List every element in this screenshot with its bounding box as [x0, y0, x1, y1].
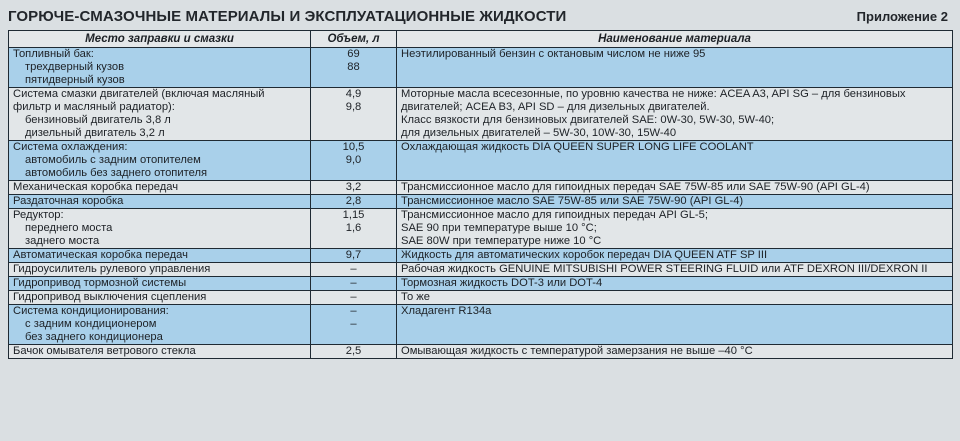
- volume-cell-line: –: [350, 318, 357, 330]
- volume-cell: [311, 345, 397, 359]
- volume-cell-line: –: [350, 305, 357, 317]
- place-cell: [9, 195, 311, 209]
- volume-cell: [311, 195, 397, 209]
- page-title: ГОРЮЧЕ-СМАЗОЧНЫЕ МАТЕРИАЛЫ И ЭКСПЛУАТАЦИОННЫЕ ЖИДКОСТИ: [8, 8, 567, 25]
- material-cell-line: Неэтилированный бензин с октановым числом не ниже 95: [401, 48, 706, 60]
- table-row: [9, 345, 953, 359]
- header: [8, 8, 952, 30]
- volume-cell-line: –: [350, 291, 357, 303]
- place-cell-line: Гидроусилитель рулевого управления: [13, 263, 211, 275]
- material-cell: [397, 209, 953, 249]
- place-cell-line: Раздаточная коробка: [13, 195, 124, 207]
- empty-line: [401, 74, 948, 87]
- place-cell-line: автомобиль без заднего отопителя: [25, 167, 208, 179]
- place-cell-line: бензиновый двигатель 3,8 л: [25, 114, 171, 126]
- table-body: [9, 48, 953, 359]
- volume-cell: [311, 48, 397, 88]
- table-row: [9, 291, 953, 305]
- empty-line: [401, 318, 948, 331]
- material-cell-line: Омывающая жидкость с температурой замерзания не выше –40 °С: [401, 345, 753, 357]
- place-cell-line: Гидропривод выключения сцепления: [13, 291, 207, 303]
- material-cell: [397, 291, 953, 305]
- volume-cell-line: 3,2: [345, 181, 362, 193]
- volume-cell-line: 4,9: [345, 88, 362, 100]
- material-cell-line: Тормозная жидкость DOT-3 или DOT-4: [401, 277, 603, 289]
- volume-cell: [311, 181, 397, 195]
- table-row: [9, 263, 953, 277]
- volume-cell: [311, 277, 397, 291]
- volume-cell: [311, 263, 397, 277]
- material-cell-line: двигателей; ACEA B3, API SD – для дизельных двигателей.: [401, 101, 710, 113]
- material-cell-line: Трансмиссионное масло SAE 75W-85 или SAE 75W-90 (API GL-4): [401, 195, 744, 207]
- material-cell: [397, 263, 953, 277]
- material-cell-line: Моторные масла всесезонные, по уровню качества не ниже: ACEA A3, API SG – для бензиновых: [401, 88, 906, 100]
- volume-cell: [311, 291, 397, 305]
- volume-cell-line: 9,0: [345, 154, 362, 166]
- table-row: [9, 141, 953, 181]
- material-cell: [397, 195, 953, 209]
- place-cell-line: Гидропривод тормозной системы: [13, 277, 187, 289]
- volume-cell-line: 88: [347, 61, 360, 73]
- place-cell: [9, 345, 311, 359]
- material-cell-line: Хладагент R134a: [401, 305, 492, 317]
- volume-cell-line: 9,8: [345, 101, 362, 113]
- volume-cell-line: –: [350, 263, 357, 275]
- volume-cell-line: 1,15: [342, 209, 365, 221]
- place-cell-line: заднего моста: [25, 235, 100, 247]
- place-cell: [9, 88, 311, 141]
- place-cell: [9, 291, 311, 305]
- place-cell: [9, 305, 311, 345]
- volume-cell-line: 69: [347, 48, 360, 60]
- place-cell-line: дизельный двигатель 3,2 л: [25, 127, 165, 139]
- volume-cell-line: 1,6: [345, 222, 362, 234]
- volume-cell-line: 9,7: [345, 249, 362, 261]
- place-cell-line: Автоматическая коробка передач: [13, 249, 188, 261]
- material-cell: [397, 277, 953, 291]
- volume-cell: [311, 88, 397, 141]
- place-cell: [9, 263, 311, 277]
- volume-cell-line: 2,5: [345, 345, 362, 357]
- place-cell: [9, 277, 311, 291]
- place-cell: [9, 141, 311, 181]
- material-cell-line: Охлаждающая жидкость DIA QUEEN SUPER LONG LIFE COOLANT: [401, 141, 754, 153]
- empty-line: [401, 154, 948, 167]
- table-row: [9, 305, 953, 345]
- place-cell-line: автомобиль с задним отопителем: [25, 154, 201, 166]
- table-row: [9, 209, 953, 249]
- empty-line: [401, 167, 948, 180]
- place-cell-line: фильтр и масляный радиатор):: [13, 101, 175, 113]
- material-cell-line: Жидкость для автоматических коробок передач DIA QUEEN ATF SP III: [401, 249, 768, 261]
- table-row: [9, 249, 953, 263]
- place-cell: [9, 181, 311, 195]
- material-cell-line: для дизельных двигателей – 5W-30, 10W-30, 15W-40: [401, 127, 677, 139]
- place-cell-line: трехдверный кузов: [25, 61, 125, 73]
- volume-cell-line: 2,8: [345, 195, 362, 207]
- column-header-volume: Объем, л: [311, 31, 397, 48]
- table-row: [9, 277, 953, 291]
- material-cell: [397, 249, 953, 263]
- volume-cell-line: –: [350, 277, 357, 289]
- volume-cell-line: 10,5: [342, 141, 365, 153]
- material-cell-line: Рабочая жидкость GENUINE MITSUBISHI POWER STEERING FLUID или ATF DEXRON III/DEXRON II: [401, 263, 928, 275]
- volume-cell: [311, 209, 397, 249]
- volume-cell: [311, 249, 397, 263]
- place-cell-line: Механическая коробка передач: [13, 181, 179, 193]
- material-cell: [397, 88, 953, 141]
- material-cell-line: SAE 80W при температуре ниже 10 °С: [401, 235, 602, 247]
- table-row: [9, 88, 953, 141]
- column-header-material: Наименование материала: [397, 31, 953, 48]
- material-cell-line: Трансмиссионное масло для гипоидных передач API GL-5;: [401, 209, 708, 221]
- material-cell-line: Трансмиссионное масло для гипоидных передач SAE 75W-85 или SAE 75W-90 (API GL-4): [401, 181, 870, 193]
- place-cell-line: переднего моста: [25, 222, 113, 234]
- empty-line: [401, 61, 948, 74]
- material-cell: [397, 181, 953, 195]
- place-cell: [9, 48, 311, 88]
- place-cell-line: Топливный бак:: [13, 48, 94, 60]
- place-cell-line: Система смазки двигателей (включая масляный: [13, 88, 265, 100]
- table-row: [9, 48, 953, 88]
- volume-cell: [311, 141, 397, 181]
- place-cell: [9, 249, 311, 263]
- appendix-label: Приложение 2: [856, 9, 948, 24]
- place-cell-line: пятидверный кузов: [25, 74, 125, 86]
- table-row: [9, 195, 953, 209]
- table-header-row: [9, 31, 953, 48]
- material-cell: [397, 141, 953, 181]
- material-cell: [397, 345, 953, 359]
- column-header-place: Место заправки и смазки: [9, 31, 311, 48]
- place-cell-line: Бачок омывателя ветрового стекла: [13, 345, 196, 357]
- place-cell-line: Система охлаждения:: [13, 141, 128, 153]
- place-cell-line: с задним кондиционером: [25, 318, 157, 330]
- place-cell: [9, 209, 311, 249]
- material-cell-line: SAE 90 при температуре выше 10 °С;: [401, 222, 597, 234]
- place-cell-line: Редуктор:: [13, 209, 64, 221]
- place-cell-line: Система кондиционирования:: [13, 305, 169, 317]
- place-cell-line: без заднего кондиционера: [25, 331, 163, 343]
- materials-table: [8, 30, 953, 359]
- table-row: [9, 181, 953, 195]
- volume-cell: [311, 305, 397, 345]
- material-cell-line: Класс вязкости для бензиновых двигателей SAE: 0W-30, 5W-30, 5W-40;: [401, 114, 775, 126]
- empty-line: [401, 331, 948, 344]
- material-cell: [397, 48, 953, 88]
- material-cell: [397, 305, 953, 345]
- material-cell-line: То же: [401, 291, 430, 303]
